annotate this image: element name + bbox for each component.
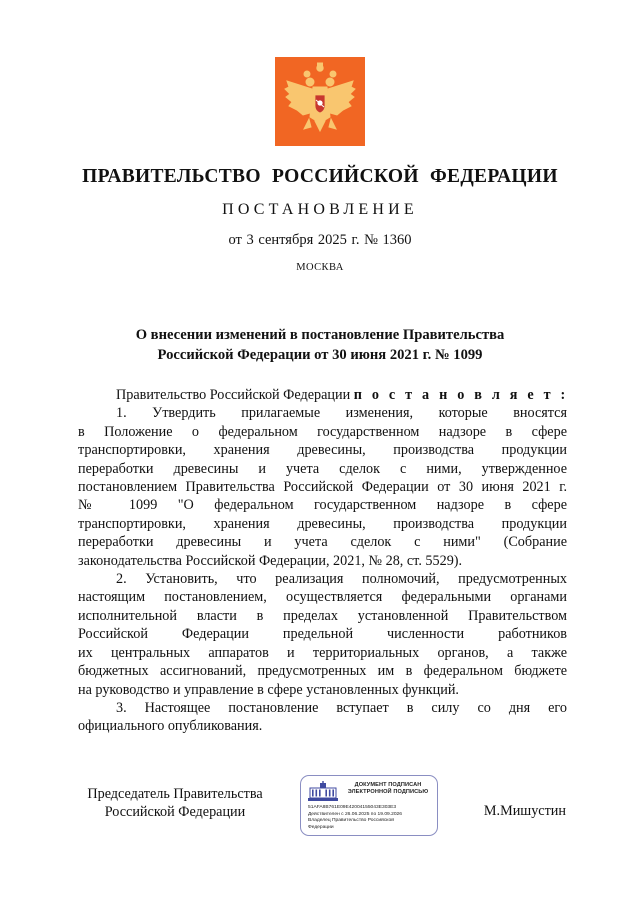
preamble [78, 386, 567, 404]
stamp-owner: Федерации [308, 824, 334, 830]
paragraph-line: переработки древесины и учета сделок с ними" (Собрание [78, 534, 567, 551]
organization-title: ПРАВИТЕЛЬСТВО РОССИЙСКОЙ ФЕДЕРАЦИИ [82, 166, 558, 187]
paragraph-line: 3. Настоящее постановление вступает в силу со дня его [116, 699, 567, 716]
paragraph-1 [78, 404, 567, 570]
paragraph-line: постановлением Правительства Российской Федерации от 30 июня 2021 г. [78, 479, 567, 496]
paragraph-line: официального опубликования. [78, 718, 263, 735]
coat-of-arms-icon [275, 57, 365, 146]
paragraph-line: исполнительной власти в пределах установленной Правительством [78, 607, 567, 624]
signatory-position [70, 785, 280, 822]
stamp-title [342, 782, 434, 796]
stamp-certificate: 51AFA8B761E09E42004155043E303E3 [308, 805, 397, 810]
preamble-emphasis: п о с т а н о в л я е т : [353, 387, 569, 403]
paragraph-line: бюджетных ассигнований, предусмотренных им в федеральном бюджете [78, 663, 567, 680]
document-heading-line: Российской Федерации от 30 июня 2021 г. № 1099 [157, 347, 483, 363]
paragraph-line: законодательства Российской Федерации, 2021, № 28, ст. 5529). [78, 552, 463, 569]
paragraph-line: на руководство и управление в сфере установленных функций. [78, 681, 459, 698]
paragraph-line: 2. Установить, что реализация полномочий, предусмотренных [116, 571, 567, 588]
paragraph-line: переработки древесины и учета сделок с ними, утвержденное [78, 460, 567, 477]
document-date-number: от 3 сентября 2025 г. № 1360 [228, 232, 412, 248]
paragraph-line: их центральных аппаратов и территориальных органов, а также [78, 644, 567, 661]
signatory-position-line: Российской Федерации [104, 804, 246, 821]
paragraph-line: настоящим постановлением, осуществляется федеральными органами [78, 589, 567, 606]
paragraph-line: Российской Федерации предельной численности работников [78, 626, 567, 643]
stamp-owner: Владелец Правительство Российской [308, 818, 394, 824]
document-city: МОСКВА [296, 262, 344, 273]
paragraph-2 [78, 570, 567, 699]
government-building-icon [308, 781, 338, 801]
signatory-position-line: Председатель Правительства [87, 786, 263, 802]
document-type: ПОСТАНОВЛЕНИЕ [222, 201, 418, 218]
stamp-title-line: ДОКУМЕНТ ПОДПИСАН [354, 782, 422, 788]
paragraph-line: № 1099 "О федеральном государственном надзоре в сфере [78, 497, 567, 514]
stamp-title-line: ЭЛЕКТРОННОЙ ПОДПИСЬЮ [347, 789, 429, 795]
paragraph-line: транспортировки, хранения древесины, производства продукции [78, 442, 567, 459]
electronic-signature-stamp [300, 775, 438, 836]
document-heading [0, 325, 640, 365]
preamble-text: Правительство Российской Федерации [116, 387, 351, 403]
paragraph-line: 1. Утвердить прилагаемые изменения, которые вносятся [116, 405, 567, 422]
paragraph-line: в Положение о федеральном государственном надзоре в сфере [78, 423, 567, 440]
document-heading-line: О внесении изменений в постановление Правительства [135, 327, 505, 343]
stamp-validity: Действителен с 26.06.2025 по 19.09.2026 [308, 811, 402, 817]
document-body [78, 386, 567, 736]
paragraph-3 [78, 699, 567, 736]
paragraph-line: транспортировки, хранения древесины, производства продукции [78, 515, 567, 532]
stamp-details [308, 805, 434, 831]
signatory-name: М.Мишустин [483, 803, 566, 819]
